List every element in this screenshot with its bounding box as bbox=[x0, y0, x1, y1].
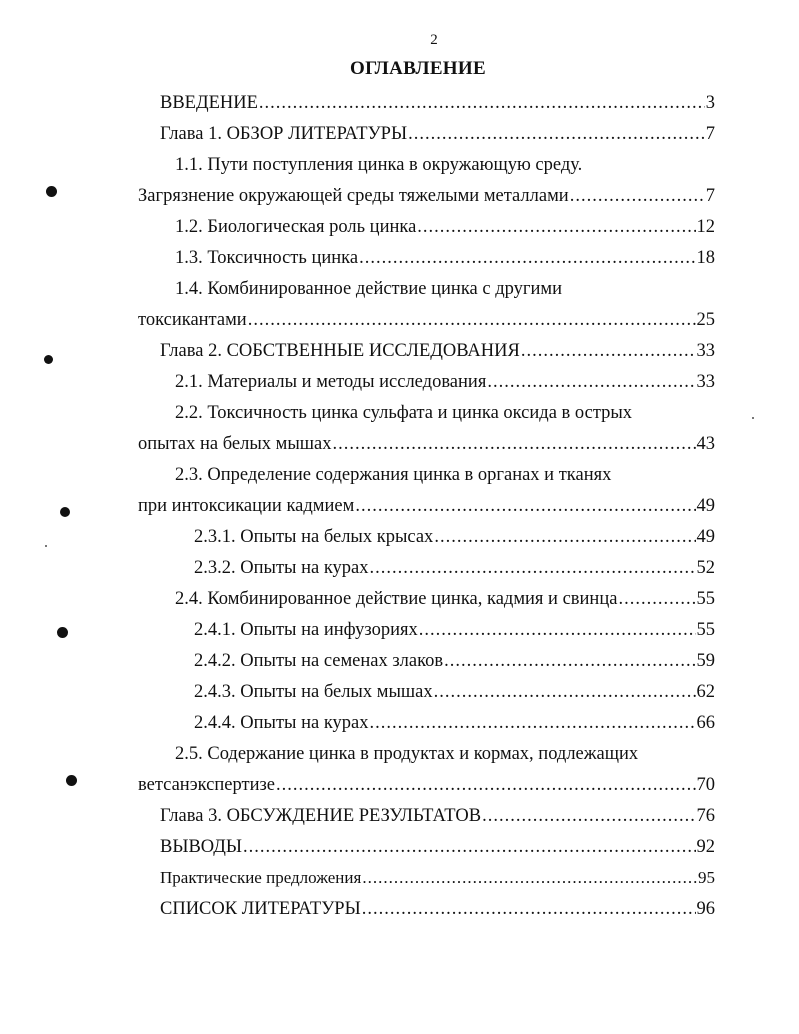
toc-entry-practical-proposals bbox=[160, 861, 715, 889]
scan-speck bbox=[45, 545, 47, 547]
toc-entry-2-4-1 bbox=[194, 613, 715, 641]
toc-entry-page: 3 bbox=[705, 93, 715, 113]
toc-entry-2-3 bbox=[175, 458, 715, 486]
punch-hole-mark bbox=[66, 775, 77, 786]
dot-leader bbox=[482, 805, 695, 827]
toc-entry-page: 18 bbox=[696, 248, 715, 268]
dot-leader bbox=[487, 371, 695, 393]
page-number: 2 bbox=[430, 32, 438, 48]
toc-entry-page: 59 bbox=[696, 651, 715, 671]
toc-entry-text: ВВЕДЕНИЕ bbox=[160, 93, 258, 113]
toc-entry-text: ВЫВОДЫ bbox=[160, 837, 243, 857]
dot-leader bbox=[259, 92, 705, 114]
dot-leader bbox=[444, 650, 695, 672]
toc-entry-text: Глава 2. СОБСТВЕННЫЕ ИССЛЕДОВАНИЯ bbox=[160, 341, 520, 361]
toc-entry-page: 52 bbox=[696, 558, 715, 578]
toc-entry-text: 2.1. Материалы и методы исследования bbox=[175, 372, 487, 392]
toc-entry-1-2 bbox=[175, 210, 715, 238]
toc-entry-page: 92 bbox=[696, 837, 715, 857]
toc-entry-page: 33 bbox=[696, 341, 715, 361]
toc-entry-text: Практические предложения bbox=[160, 868, 362, 887]
toc-entry-page: 33 bbox=[696, 372, 715, 392]
toc-entry-page: 62 bbox=[696, 682, 715, 702]
toc-entry-page: 49 bbox=[696, 527, 715, 547]
toc-title: ОГЛАВЛЕНИЕ bbox=[350, 58, 486, 79]
dot-leader bbox=[434, 526, 695, 548]
toc-entry-chapter-3 bbox=[160, 799, 715, 827]
toc-entry-text: Загрязнение окружающей среды тяжелыми металлами bbox=[138, 186, 569, 206]
dot-leader bbox=[362, 898, 696, 920]
toc-entry-page: 55 bbox=[696, 589, 715, 609]
toc-entry-1-4-cont bbox=[138, 303, 715, 331]
dot-leader bbox=[521, 340, 696, 362]
toc-entry-2-3-cont bbox=[138, 489, 715, 517]
toc-entry-2-2 bbox=[175, 396, 715, 424]
toc-entry-2-4-4 bbox=[194, 706, 715, 734]
toc-entry-1-1 bbox=[175, 148, 715, 176]
toc-entry-text: 1.4. Комбинированное действие цинка с другими bbox=[175, 279, 562, 299]
toc-entry-page: 7 bbox=[705, 124, 715, 144]
toc-entry-text: 1.2. Биологическая роль цинка bbox=[175, 217, 417, 237]
toc-entry-1-1-cont bbox=[138, 179, 715, 207]
toc-entry-text: 2.3. Определение содержания цинка в органах и тканях bbox=[175, 465, 612, 485]
toc-entry-text: токсикантами bbox=[138, 310, 247, 330]
dot-leader bbox=[570, 185, 705, 207]
toc-entry-text: 2.3.1. Опыты на белых крысах bbox=[194, 527, 434, 547]
toc-entry-2-5-cont bbox=[138, 768, 715, 796]
toc-entry-2-5 bbox=[175, 737, 715, 765]
toc-entry-text: 2.5. Содержание цинка в продуктах и кормах, подлежащих bbox=[175, 744, 639, 764]
toc-entry-text: 2.4.4. Опыты на курах bbox=[194, 713, 369, 733]
toc-entry-text: ветсанэкспертизе bbox=[138, 775, 275, 795]
toc-entry-2-4-3 bbox=[194, 675, 715, 703]
toc-entry-text: 1.3. Токсичность цинка bbox=[175, 248, 359, 268]
toc-entry-text: при интоксикации кадмием bbox=[138, 496, 355, 516]
toc-entry-text: СПИСОК ЛИТЕРАТУРЫ bbox=[160, 899, 361, 919]
toc-entry-page: 70 bbox=[696, 775, 715, 795]
toc-entry-page: 25 bbox=[696, 310, 715, 330]
toc-entry-2-4 bbox=[175, 582, 715, 610]
toc-entry-references bbox=[160, 892, 715, 920]
toc-entry-page: 66 bbox=[696, 713, 715, 733]
toc-entry-page: 55 bbox=[696, 620, 715, 640]
toc-entry-chapter-1 bbox=[160, 117, 715, 145]
toc-entry-1-3 bbox=[175, 241, 715, 269]
dot-leader bbox=[276, 774, 696, 796]
toc-entry-page: 76 bbox=[696, 806, 715, 826]
dot-leader bbox=[332, 433, 695, 455]
dot-leader bbox=[359, 247, 695, 269]
toc-entry-page: 49 bbox=[696, 496, 715, 516]
punch-hole-mark bbox=[60, 507, 70, 517]
punch-hole-mark bbox=[46, 186, 57, 197]
toc-entry-page: 7 bbox=[705, 186, 715, 206]
toc-entry-2-2-cont bbox=[138, 427, 715, 455]
toc-entry-introduction bbox=[160, 86, 715, 114]
scan-speck bbox=[752, 417, 754, 419]
toc-entry-2-4-2 bbox=[194, 644, 715, 672]
dot-leader bbox=[417, 216, 695, 238]
dot-leader bbox=[408, 123, 705, 145]
toc-entry-text: 2.4.1. Опыты на инфузориях bbox=[194, 620, 418, 640]
punch-hole-mark bbox=[57, 627, 68, 638]
toc-entry-page: 12 bbox=[696, 217, 715, 237]
toc-entry-conclusions bbox=[160, 830, 715, 858]
dot-leader bbox=[355, 495, 695, 517]
toc-entry-text: 2.3.2. Опыты на курах bbox=[194, 558, 369, 578]
toc-entry-page: 95 bbox=[698, 868, 715, 887]
toc-entry-page: 96 bbox=[696, 899, 715, 919]
toc-entry-2-3-1 bbox=[194, 520, 715, 548]
toc-entry-text: 2.4. Комбинированное действие цинка, кадмия и свинца bbox=[175, 589, 618, 609]
toc-entry-text: 2.2. Токсичность цинка сульфата и цинка оксида в острых bbox=[175, 403, 633, 423]
toc-entry-2-1 bbox=[175, 365, 715, 393]
toc-entry-text: опытах на белых мышах bbox=[138, 434, 332, 454]
dot-leader bbox=[618, 588, 695, 610]
dot-leader bbox=[370, 712, 696, 734]
dot-leader bbox=[248, 309, 696, 331]
toc-entry-text: Глава 3. ОБСУЖДЕНИЕ РЕЗУЛЬТАТОВ bbox=[160, 806, 482, 826]
toc-entry-page: 43 bbox=[696, 434, 715, 454]
dot-leader bbox=[362, 867, 697, 889]
toc-entry-text: 2.4.2. Опыты на семенах злаков bbox=[194, 651, 444, 671]
dot-leader bbox=[434, 681, 696, 703]
toc-entry-text: 1.1. Пути поступления цинка в окружающую среду. bbox=[175, 155, 583, 175]
toc-entry-chapter-2 bbox=[160, 334, 715, 362]
toc-entry-1-4 bbox=[175, 272, 715, 300]
toc-entry-2-3-2 bbox=[194, 551, 715, 579]
toc-entry-text: Глава 1. ОБЗОР ЛИТЕРАТУРЫ bbox=[160, 124, 408, 144]
dot-leader bbox=[370, 557, 696, 579]
dot-leader bbox=[419, 619, 696, 641]
dot-leader bbox=[243, 836, 695, 858]
toc-entry-text: 2.4.3. Опыты на белых мышах bbox=[194, 682, 433, 702]
punch-hole-mark bbox=[44, 355, 53, 364]
